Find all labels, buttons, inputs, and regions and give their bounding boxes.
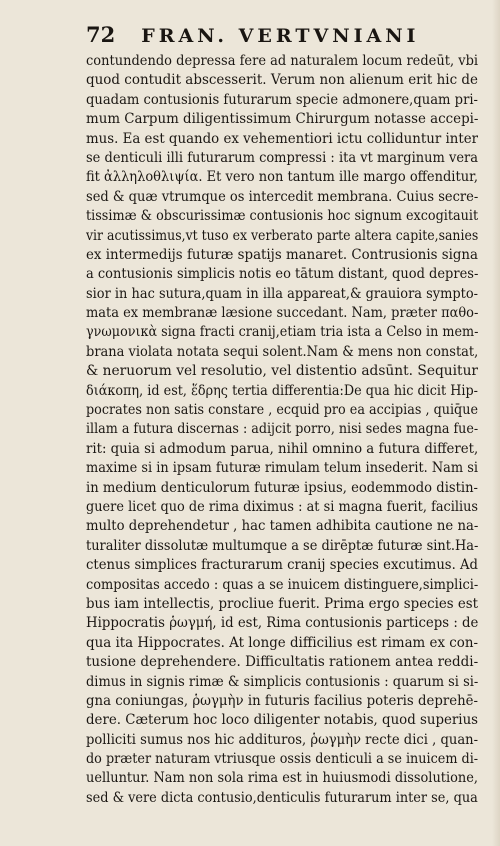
body-text <box>86 52 478 808</box>
text-line: Hippocratis ῥωγμή, id est, Rima contusionis particeps : de <box>86 615 479 632</box>
text-line: do præter naturam vtriusque ossis denticuli a se inuicem di- <box>86 751 479 768</box>
text-line: bus iam intellectis, procliue fuerit. Prima ergo species est <box>86 595 478 612</box>
text-line: ex intermedijs futuræ spatijs manaret. Contrusionis signa <box>86 246 478 263</box>
text-line: sed & vere dicta contusio,denticulis futurarum inter se, qua <box>86 789 478 806</box>
text-line: rit: quia si admodum parua, nihil omnino a futura differet, <box>86 440 479 457</box>
text-line: gna coniungas, ῥωγμὴν in futuris facilius poteris deprehē- <box>86 692 478 709</box>
text-line: maxime si in ipsam futuræ rimulam telum insederit. Nam si <box>86 460 478 477</box>
text-line: vir acutissimus,vt tuso ex verberato parte altera capite,sanies <box>86 227 479 244</box>
page-edge-shadow <box>492 0 500 846</box>
text-line: & neruorum vel resolutio, vel distentio adsūnt. Sequitur <box>86 363 479 380</box>
text-line: illam a futura discernas : adijcit porro, nisi sedes magna fue- <box>86 421 479 438</box>
running-head: FRAN. VERTVNIANI <box>141 25 420 47</box>
text-line: dere. Cæterum hoc loco diligenter notabis, quod superius <box>86 712 479 729</box>
text-line: compositas accedo : quas a se inuicem distinguere,simplici- <box>86 576 479 593</box>
text-line: dimus in signis rimæ & simplicis contusionis : quarum si si- <box>86 673 479 690</box>
text-line: fit ἀλληλοθλιψία. Et vero non tantum ille margo offenditur, <box>86 169 478 186</box>
text-line: mum Carpum diligentissimum Chirurgum notasse accepi- <box>86 111 479 128</box>
text-line: tissimæ & obscurissimæ contusionis hoc signum excogitauit <box>86 208 479 225</box>
text-line: διάκοπη, id est, ἕδρης tertia differentia:De qua hic dicit Hip- <box>86 382 478 399</box>
text-line: brana violata notata sequi solent.Nam & mens non constat, <box>86 343 479 360</box>
text-line: turaliter dissolutæ multumque a se dirēptæ futuræ sint.Ha- <box>86 537 479 554</box>
text-line: γνωμονικὰ signa fracti cranij,etiam tria ista a Celso in mem- <box>86 324 479 341</box>
text-line: mata ex membranæ læsione succedant. Nam, præter παθο- <box>86 305 479 322</box>
text-line: uelluntur. Nam non sola rima est in huiusmodi dissolutione, <box>86 770 479 787</box>
text-line: contundendo depressa fere ad naturalem locum redeūt, vbi <box>86 53 479 69</box>
text-line: in medium denticulorum futuræ ipsius, eodemmodo distin- <box>86 479 478 496</box>
text-line: ctenus simplices fracturarum cranij species excutimus. Ad <box>86 557 478 574</box>
text-line: polliciti sumus nos hic addituros, ῥωγμὴν recte dici , quan- <box>86 731 479 748</box>
text-line: tusione deprehendere. Difficultatis rationem antea reddi- <box>86 654 479 671</box>
text-line: guere licet quo de rima diximus : at si magna fuerit, facilius <box>86 498 478 515</box>
text-line: pocrates non satis constare , ecquid pro ea accipias , quiq̄ue <box>86 402 478 419</box>
text-line: quadam contusionis futurarum specie admonere,quam pri- <box>86 91 478 108</box>
text-line: mus. Ea est quando ex vehementiori ictu colliduntur inter <box>86 130 479 147</box>
text-line: qua ita Hippocrates. At longe difficilius est rimam ex con- <box>86 634 478 651</box>
text-line: sior in hac sutura,quam in illa appareat,& grauiora sympto- <box>86 285 478 302</box>
text-line: quod contudit abscesserit. Verum non alienum erit hic de <box>86 72 478 89</box>
text-line: se denticuli illi futurarum compressi : ita vt marginum vera <box>86 149 478 166</box>
text-line: sed & quæ vtrumque os intercedit membrana. Cuius secre- <box>86 188 479 205</box>
text-line: multo deprehendetur , hac tamen adhibita cautione ne na- <box>86 518 479 535</box>
page-number: 72 <box>86 22 116 47</box>
text-line: a contusionis simplicis notis eo tātum distant, quod depres- <box>86 266 479 283</box>
page-header <box>86 22 476 47</box>
